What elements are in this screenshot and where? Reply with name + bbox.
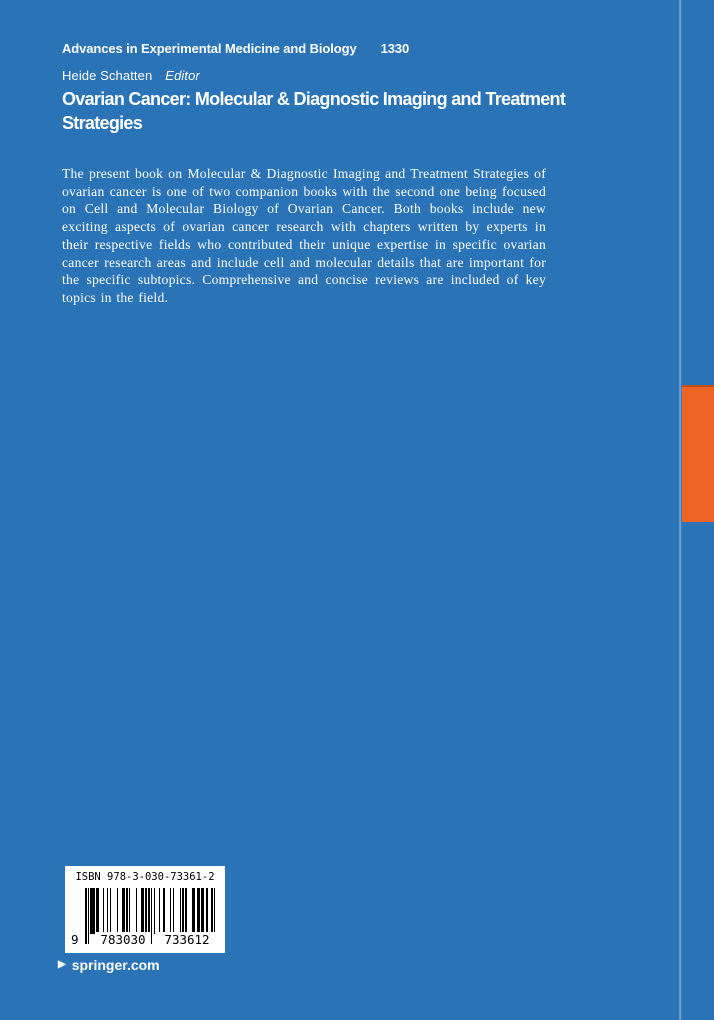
orange-accent-block xyxy=(682,385,714,522)
series-title: Advances in Experimental Medicine and Biology xyxy=(62,41,357,56)
isbn-label: ISBN 978-3-030-73361-2 xyxy=(75,871,215,883)
website-url: springer.com xyxy=(71,957,160,973)
author-name: Heide Schatten xyxy=(62,68,153,83)
arrow-icon: ▶ xyxy=(58,959,66,970)
publisher-footer xyxy=(58,957,160,973)
book-description: The present book on Molecular & Diagnostic Imaging and Treatment Strategies of ovarian cancer is one of two companion books with the second one being focused on Cell and Molecular Biology of Ovarian Cancer. Both books include new exciting aspects of ovarian cancer research with chapters written by experts in their respective fields who contributed their unique expertise in specific ovarian cancer research areas and include cell and molecular details that are important for the specific subtopics. Comprehensive and concise reviews are included of key topics in the field. xyxy=(62,166,546,305)
barcode-digits-right: 733612 xyxy=(159,932,215,947)
author-line xyxy=(62,68,200,83)
book-title: Ovarian Cancer: Molecular & Diagnostic Imaging and Treatment Strategies xyxy=(62,89,566,133)
series-header xyxy=(62,41,409,56)
isbn-barcode-box xyxy=(65,866,225,953)
editor-label: Editor xyxy=(165,68,200,83)
series-volume-number: 1330 xyxy=(380,41,410,56)
barcode-digit-first: 9 xyxy=(71,932,79,947)
barcode-digits-left: 783030 xyxy=(95,932,151,947)
barcode-digits xyxy=(65,932,225,950)
